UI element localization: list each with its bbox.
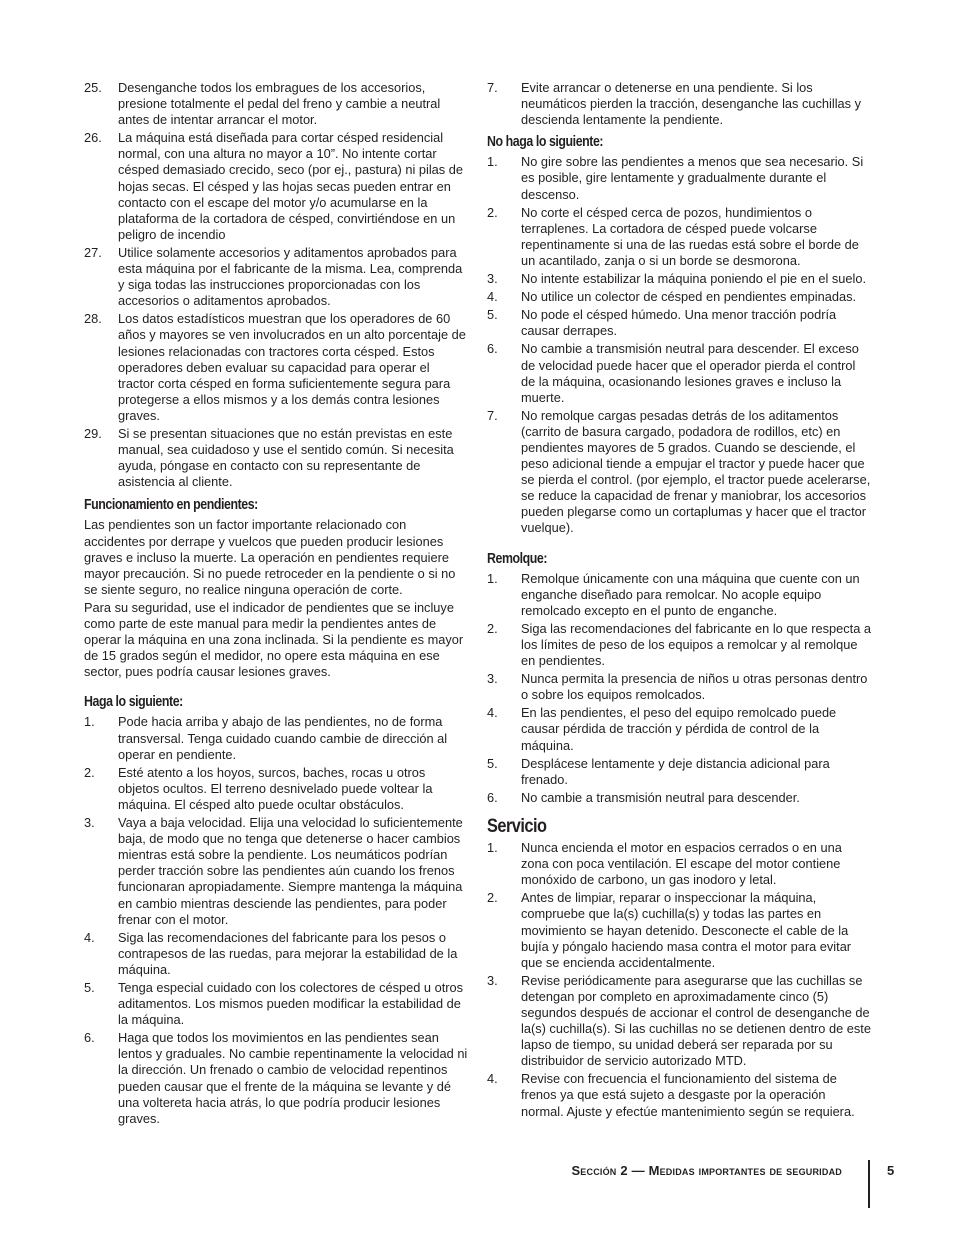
list-item xyxy=(84,426,468,490)
section-label-text: Sección 2 — Medidas importantes de seguridad xyxy=(571,1163,842,1178)
list-item-text: Evite arrancar o detenerse en una pendiente. Si los neumáticos pierden la tracción, desenganche las cuchillas y descienda lentamente la pendiente. xyxy=(521,80,862,128)
list-item xyxy=(84,930,468,978)
page-number: 5 xyxy=(887,1163,895,1178)
footer-divider xyxy=(868,1160,870,1208)
list-item-number: 2. xyxy=(84,764,95,780)
list-item-number: 1. xyxy=(84,714,95,730)
list-item-number: 3. xyxy=(487,671,498,687)
list-item xyxy=(84,245,468,309)
list-item xyxy=(84,80,468,128)
list-item-number: 27. xyxy=(84,244,102,260)
list-item-number: 7. xyxy=(487,80,498,95)
list-item xyxy=(487,840,871,888)
paragraph-slopes-2: Para su seguridad, use el indicador de pendientes que se incluye como parte de este manual para medir la pendientes antes de operar la máquina en una zona inclinada. Si la pendiente es mayor de 15 grados según el medidor, no opere esta máquina en ese sector, pues podría causar lesiones graves. xyxy=(84,599,464,680)
list-item xyxy=(487,790,871,806)
page-footer xyxy=(0,1160,954,1210)
list-item-text: Los datos estadísticos muestran que los operadores de 60 años y mayores se ven involucrados en un alto porcentaje de lesiones relacionadas con tractores corta césped. Estos operadores deben evaluar su capacidad para operar el tractor corta césped en forma suficientemente segura para protegerse a ellos mismos y a los demás contra lesiones graves. xyxy=(118,311,466,423)
list-item-number: 1. xyxy=(487,154,498,170)
list-item xyxy=(487,973,871,1070)
section-label xyxy=(571,1163,842,1178)
list-item-number: 28. xyxy=(84,311,102,327)
list-item-text: Revise con frecuencia el funcionamiento del sistema de frenos ya que está sujeto a desgaste por la operación normal. Ajuste y efectúe mantenimiento según se requiera. xyxy=(521,1071,855,1119)
list-item xyxy=(487,408,871,537)
list-item-text: No utilice un colector de césped en pendientes empinadas. xyxy=(521,289,857,305)
list-item xyxy=(487,307,871,339)
list-do xyxy=(84,714,468,1126)
list-item-text: Pode hacia arriba y abajo de las pendientes, no de forma transversal. Tenga cuidado cuando cambie de dirección al operar en pendiente. xyxy=(118,714,448,762)
list-item-number: 4. xyxy=(84,929,95,945)
list-item-number: 3. xyxy=(84,815,95,831)
list-item xyxy=(487,205,871,269)
list-item-number: 6. xyxy=(487,789,498,805)
list-item-number: 2. xyxy=(487,620,498,636)
heading-slopes: Funcionamiento en pendientes: xyxy=(84,497,258,514)
paragraph-slopes-1: Las pendientes son un factor importante relacionado con accidentes por derrape y vuelcos que pueden producir lesiones graves e incluso la muerte. La operación en pendientes requiere mayor precaución. Si no puede retroceder en la pendiente o si no se siente seguro, no realice ninguna operación de corte. xyxy=(84,517,456,597)
heading-dont: No haga lo siguiente: xyxy=(487,134,604,151)
list-item-text: Vaya a baja velocidad. Elija una velocidad lo suficientemente baja, de modo que no tenga que detenerse o hacer cambios mientras está sobre la pendiente. Los neumáticos podrían perder tracción sobre las pendientes aún cuando los frenos funcionaran apropiadamente. Siempre mantenga la máquina en cambio mientras desciende las pendientes, para poder frenar con el motor. xyxy=(118,815,463,927)
list-item-number: 5. xyxy=(487,755,498,771)
list-item-number: 25. xyxy=(84,80,102,95)
list-item-text: La máquina está diseñada para cortar césped residencial normal, con una altura no mayor a 10”. No intente cortar césped demasiado crecido, seco (por ej., pastura) ni pilas de hojas secas. El césped y las hojas secas pueden entrar en contacto con el escape del motor y/o acumularse en la plataforma de la cortadora de césped, convirtiéndose en un peligro de incendio xyxy=(118,130,463,242)
list-item xyxy=(84,130,468,243)
list-item-text: Remolque únicamente con una máquina que cuente con un enganche diseñado para remolcar. No acople equipo remolcado excepto en el punto de enganche. xyxy=(521,570,860,618)
list-dont xyxy=(487,154,871,536)
list-item-text: Tenga especial cuidado con los colectores de césped u otros aditamentos. Los mismos pueden modificar la estabilidad de la máquina. xyxy=(118,979,464,1028)
list-item-text: Si se presentan situaciones que no están previstas en este manual, sea cuidadoso y use el sentido común. Si necesita ayuda, póngase en contacto con su representante de asistencia al cliente. xyxy=(118,425,454,490)
list-item xyxy=(487,1071,871,1119)
list-item-text: No corte el césped cerca de pozos, hundimientos o terraplenes. La cortadora de césped puede volcarse repentinamente si una de las ruedas está sobre el borde de un acantilado, zanja o si un borde se desmorona. xyxy=(521,204,859,268)
list-item xyxy=(487,890,871,970)
list-item xyxy=(84,765,468,813)
list-item-text: Desplácese lentamente y deje distancia adicional para frenado. xyxy=(521,755,830,787)
list-item-number: 7. xyxy=(487,407,498,423)
list-item-number: 5. xyxy=(487,307,498,323)
list-item-text: Siga las recomendaciones del fabricante para los pesos o contrapesos de las ruedas, para mejorar la estabilidad de la máquina. xyxy=(118,929,458,977)
list-item-text: Esté atento a los hoyos, surcos, baches, rocas u otros objetos ocultos. El terreno desnivelado puede voltear la máquina. El césped alto puede ocultar obstáculos. xyxy=(118,764,433,812)
list-item xyxy=(487,289,871,305)
list-item xyxy=(84,1030,468,1127)
list-item-number: 2. xyxy=(487,204,498,220)
list-item xyxy=(487,671,871,703)
list-item xyxy=(84,980,468,1028)
list-item xyxy=(487,571,871,619)
list-item-text: No pode el césped húmedo. Una menor tracción podría causar derrapes. xyxy=(521,307,837,339)
list-item-text: No remolque cargas pesadas detrás de los aditamentos (carrito de basura cargado, podadora de rodillos, etc) en pendientes mayores de 5 grados. Cuando se desciende, el peso adicional tiende a empujar el tractor y puede hacer que se pierda el control. (por ejemplo, el tractor puede acelerarse, se reduce la capacidad de frenar y maniobrar, los accesorios pueden plegarse como un cortaplumas y hacer que el tractor vuelque). xyxy=(521,407,871,536)
list-item xyxy=(487,756,871,788)
left-column xyxy=(84,80,468,1129)
list-item-text: No cambie a transmisión neutral para descender. xyxy=(521,789,800,805)
list-item-text: No intente estabilizar la máquina poniendo el pie en el suelo. xyxy=(521,271,867,287)
list-item-number: 2. xyxy=(487,890,498,906)
heading-do: Haga lo siguiente: xyxy=(84,694,183,711)
list-item-number: 29. xyxy=(84,425,102,441)
list-item-number: 1. xyxy=(487,840,498,856)
list-item-number: 4. xyxy=(487,1071,498,1087)
list-item-text: Revise periódicamente para asegurarse que las cuchillas se detengan por completo en aproximadamente cinco (5) segundos después de accionar el control de desenganche de la(s) cuchilla(s). Si las cuchillas no se detienen dentro de este lapso de tiempo, su unidad deberá ser reparada por su distribuidor de servicio autorizado MTD. xyxy=(521,972,871,1069)
list-item xyxy=(487,271,871,287)
heading-towing: Remolque: xyxy=(487,550,548,567)
right-column xyxy=(487,80,871,1122)
list-item xyxy=(487,80,871,128)
list-item xyxy=(487,621,871,669)
list-item xyxy=(84,815,468,928)
list-item-number: 4. xyxy=(487,289,498,305)
list-item-number: 3. xyxy=(487,271,498,287)
list-item-text: Utilice solamente accesorios y aditamentos aprobados para esta máquina por el fabricante de la misma. Lea, comprenda y siga todas las instrucciones proporcionadas con los accesorios o aditamentos aprobados. xyxy=(118,244,463,309)
list-continued xyxy=(84,80,468,490)
list-item-text: Antes de limpiar, reparar o inspeccionar la máquina, compruebe que la(s) cuchilla(s) y todas las partes en movimiento se hayan detenido. Desconecte el cable de la bujía y póngalo haciendo masa contra el motor para evitar que se encienda accidentalmente. xyxy=(521,890,852,970)
list-item-text: No gire sobre las pendientes a menos que sea necesario. Si es posible, gire lentamente y gradualmente durante el descenso. xyxy=(521,154,864,202)
list-item-number: 3. xyxy=(487,972,498,988)
list-do-continued xyxy=(487,80,871,128)
heading-service: Servicio xyxy=(487,815,547,837)
list-item-text: Nunca permita la presencia de niños u otras personas dentro o sobre los equipos remolcados. xyxy=(521,671,868,703)
list-item-text: En las pendientes, el peso del equipo remolcado puede causar pérdida de tracción y pérdida de control de la máquina. xyxy=(521,705,837,753)
list-item-text: Nunca encienda el motor en espacios cerrados o en una zona con poca ventilación. El escape del motor contiene monóxido de carbono, un gas inodoro y letal. xyxy=(521,840,842,888)
list-item xyxy=(487,154,871,202)
list-item-number: 6. xyxy=(487,341,498,357)
list-item xyxy=(84,311,468,424)
list-item xyxy=(487,341,871,405)
list-item-text: No cambie a transmisión neutral para descender. El exceso de velocidad puede hacer que el operador pierda el control de la máquina, ocasionando lesiones graves e incluso la muerte. xyxy=(521,341,859,405)
list-service xyxy=(487,840,871,1120)
list-item-number: 1. xyxy=(487,570,498,586)
list-item-text: Siga las recomendaciones del fabricante en lo que respecta a los límites de peso de los equipos a remolcar y al remolque en pendientes. xyxy=(521,620,872,669)
list-item xyxy=(84,714,468,762)
list-item-text: Haga que todos los movimientos en las pendientes sean lentos y graduales. No cambie repentinamente la velocidad ni la dirección. Un frenado o cambio de velocidad repentinos pueden causar que el frente de la máquina se levante y dé una voltereta hacia atrás, lo que podría producir lesiones graves. xyxy=(118,1030,468,1126)
list-item-text: Desenganche todos los embragues de los accesorios, presione totalmente el pedal del freno y cambie a neutral antes de intentar arrancar el motor. xyxy=(118,80,441,128)
list-item-number: 4. xyxy=(487,705,498,721)
list-item-number: 5. xyxy=(84,979,95,995)
list-item-number: 6. xyxy=(84,1030,95,1046)
list-item-number: 26. xyxy=(84,130,102,146)
list-item xyxy=(487,705,871,753)
list-towing xyxy=(487,571,871,806)
